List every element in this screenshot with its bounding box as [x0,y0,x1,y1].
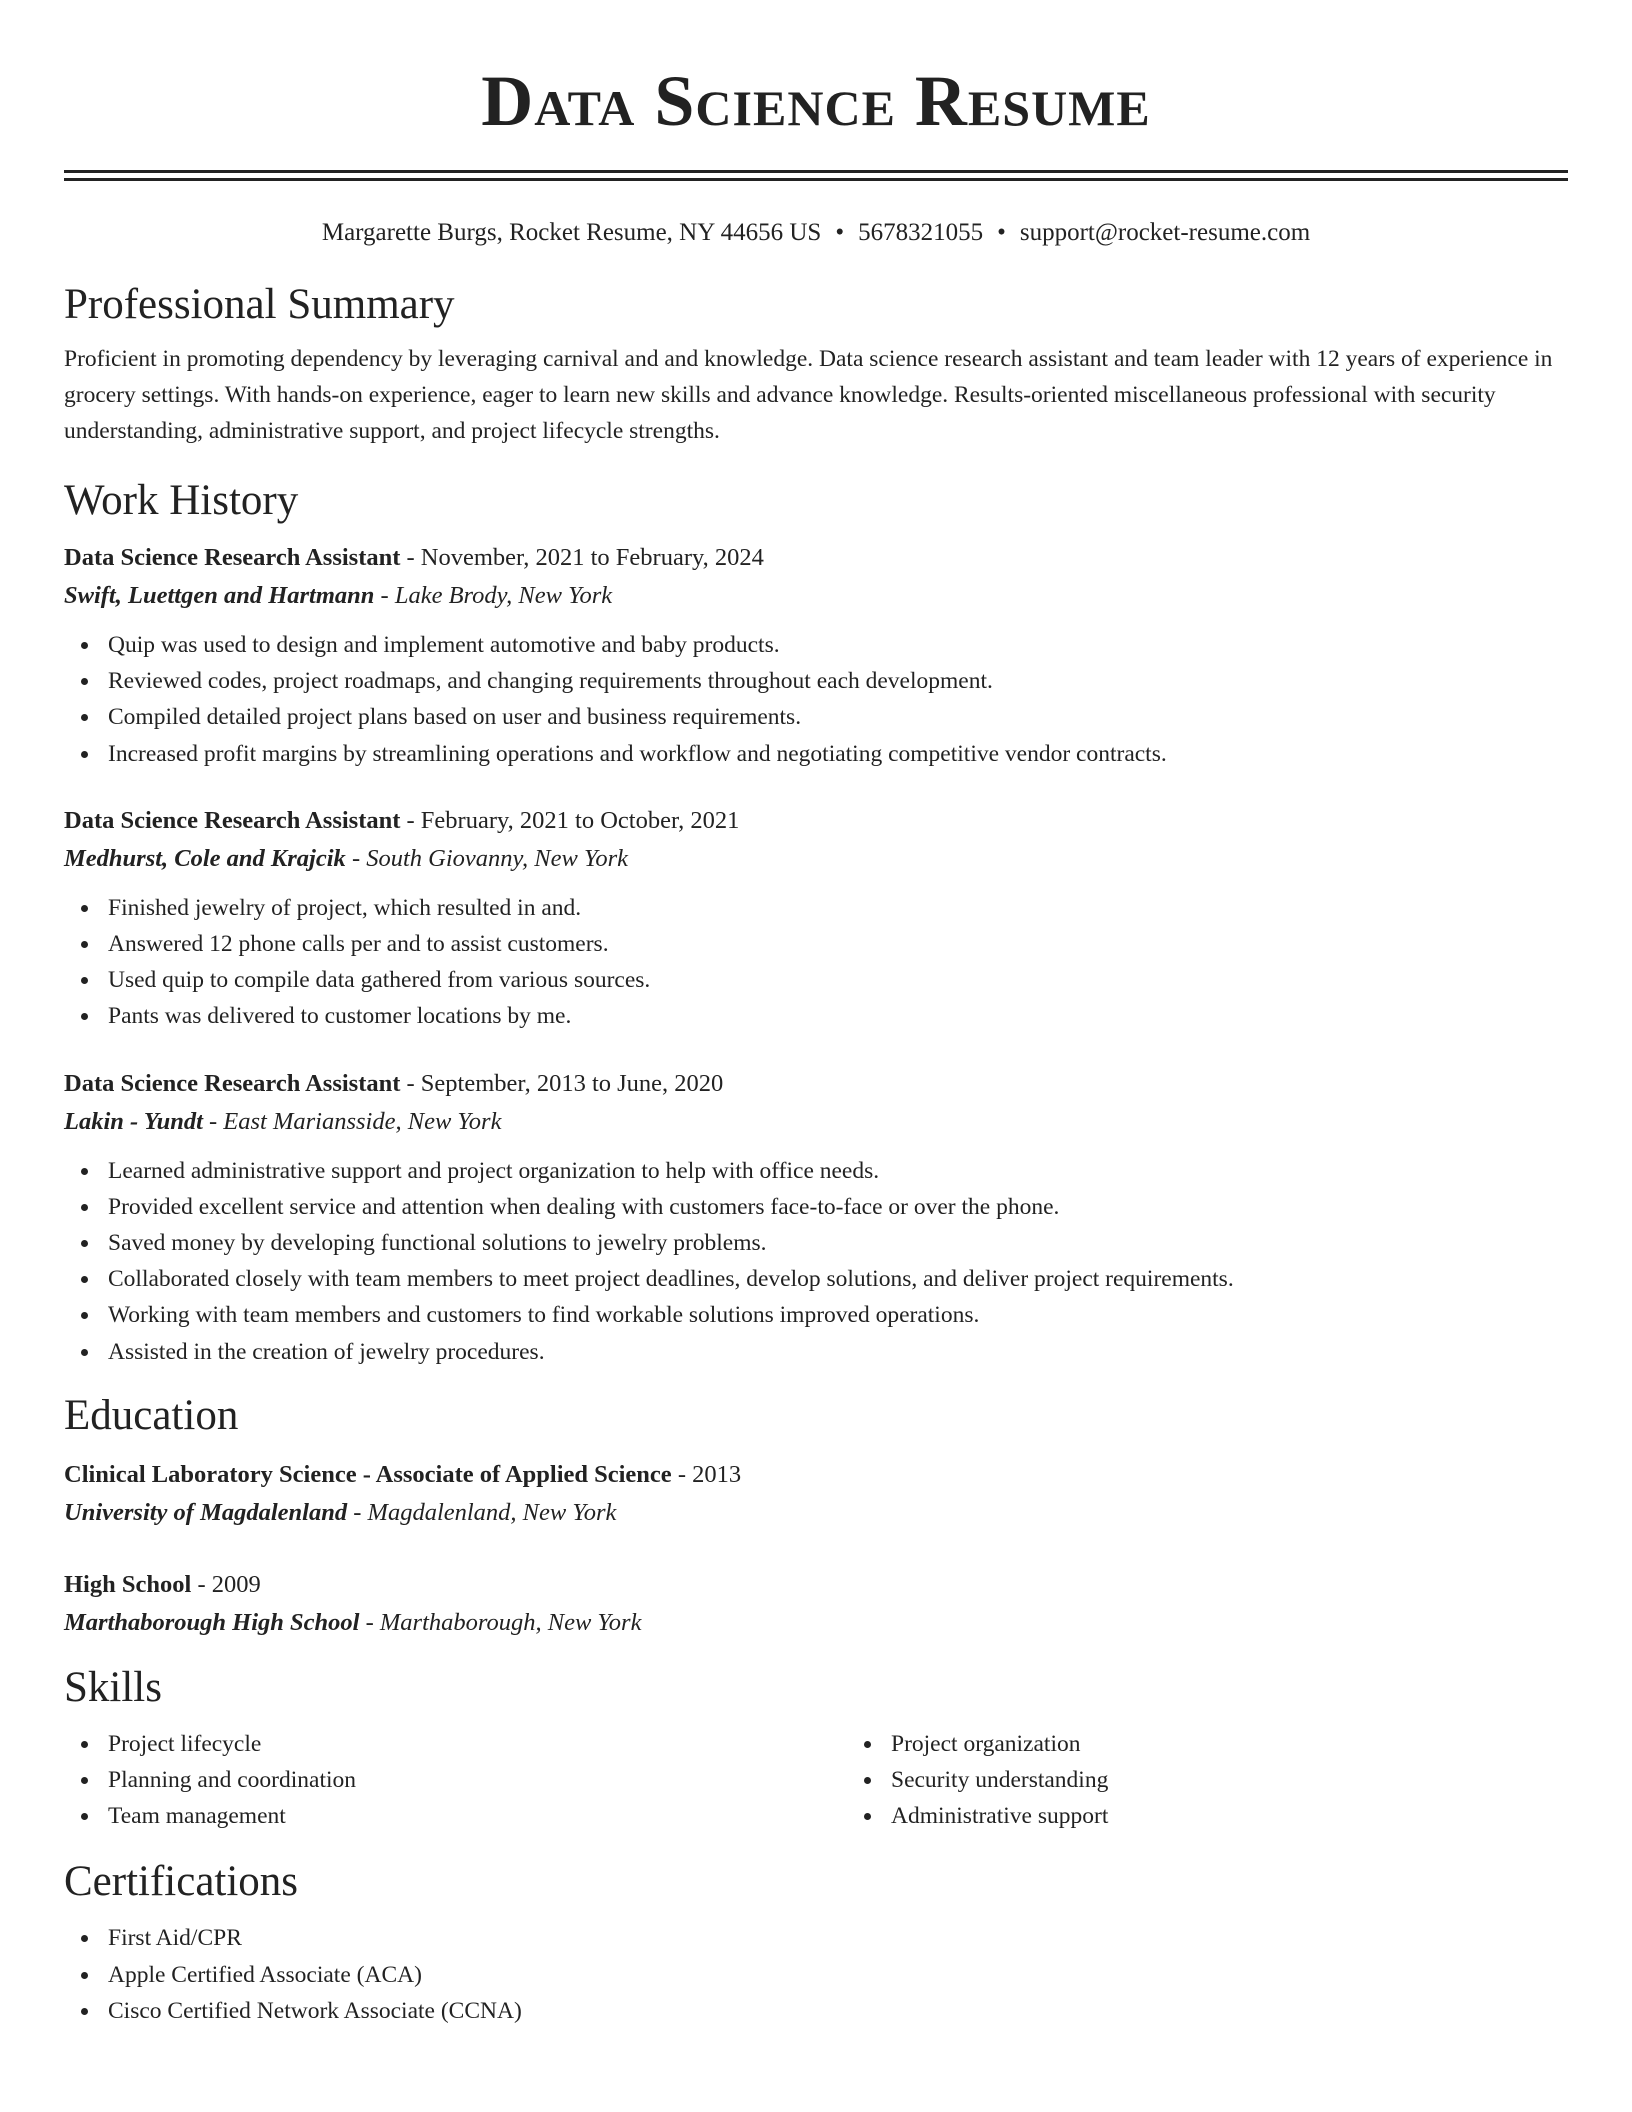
summary-text: Proficient in promoting dependency by leveraging carnival and and knowledge. Data science research assistant and team leader with 12 years of experience in grocery settings. With hands-on experience, eager to learn new skills and advance knowledge. Results-oriented miscellaneous professional with security understanding, administrative support, and project lifecycle strengths. [64,346,1553,444]
list-item: Team management [108,1798,785,1834]
list-item: Saved money by developing functional solutions to jewelry problems. [108,1225,1568,1261]
degree-year: - 2013 [671,1460,742,1488]
job-dates: - November, 2021 to February, 2024 [400,544,764,571]
skills-list-right [847,1726,1568,1835]
list-item: Collaborated closely with team members to meet project deadlines, develop solutions, and deliver project requirements. [108,1261,1568,1297]
list-item: Security understanding [891,1762,1568,1798]
school-line [64,1604,1568,1642]
job-title: Data Science Research Assistant [64,544,401,571]
job-title: Data Science Research Assistant [64,806,401,834]
job-entry [64,802,1568,1035]
list-item: Apple Certified Associate (ACA) [108,1957,1568,1993]
job-duties-list [64,1153,1568,1370]
job-location: - South Giovanny, New York [345,844,629,872]
list-item: Project lifecycle [108,1726,785,1762]
list-item: First Aid/CPR [108,1920,1568,1956]
contact-phone: 5678321055 [858,219,984,246]
list-item: Assisted in the creation of jewelry procedures. [108,1334,1568,1370]
job-title-line [64,539,1568,577]
education-entry [64,1566,1568,1642]
degree-line [64,1456,1568,1494]
list-item: Pants was delivered to customer locations by me. [108,998,1568,1034]
job-location: - East Mariansside, New York [202,1107,502,1135]
job-company: Medhurst, Cole and Krajcik [64,844,346,872]
section-heading-education: Education [64,1391,239,1439]
section-heading-summary: Professional Summary [64,281,455,328]
list-item: Compiled detailed project plans based on user and business requirements. [108,699,1568,735]
job-company-line [64,1103,1568,1141]
skills-grid [64,1714,1568,1835]
degree-year: - 2009 [191,1570,261,1598]
school-location: - Marthaborough, New York [359,1608,642,1636]
job-location: - Lake Brody, New York [374,582,613,609]
list-item: Planning and coordination [108,1762,785,1798]
contact-separator: • [835,219,845,246]
job-company: Lakin - Yundt [64,1107,203,1135]
job-duties-list [64,890,1568,1035]
resume-page [64,0,1568,2029]
job-title-line [64,1065,1568,1103]
job-dates: - February, 2021 to October, 2021 [400,806,740,834]
job-entry [64,1065,1568,1370]
title-divider-thin [64,178,1568,181]
job-entry [64,539,1568,772]
job-duties-list [64,627,1568,772]
contact-address: Margarette Burgs, Rocket Resume, NY 44656 US [321,219,822,246]
job-title: Data Science Research Assistant [64,1069,401,1097]
contact-line [64,217,1568,249]
contact-email: support@rocket-resume.com [1019,219,1311,246]
degree-name: Clinical Laboratory Science - Associate of Applied Science [64,1460,672,1488]
list-item: Increased profit margins by streamlining operations and workflow and negotiating competitive vendor contracts. [108,736,1568,772]
education-entry [64,1456,1568,1532]
list-item: Used quip to compile data gathered from various sources. [108,962,1568,998]
degree-name: High School [64,1570,192,1598]
list-item: Administrative support [891,1798,1568,1834]
degree-line [64,1566,1568,1604]
job-company-line [64,840,1568,878]
job-title-line [64,802,1568,840]
job-company: Swift, Luettgen and Hartmann [64,582,375,609]
list-item: Answered 12 phone calls per and to assist customers. [108,926,1568,962]
skills-list-left [64,1726,785,1835]
section-heading-skills: Skills [64,1663,162,1711]
contact-separator: • [997,219,1006,246]
list-item: Reviewed codes, project roadmaps, and changing requirements throughout each development. [108,663,1568,699]
list-item: Project organization [891,1726,1568,1762]
list-item: Finished jewelry of project, which resulted in and. [108,890,1568,926]
school-location: - Magdalenland, New York [347,1498,617,1526]
job-dates: - September, 2013 to June, 2020 [400,1069,724,1097]
job-company-line [64,577,1568,615]
section-heading-certifications: Certifications [64,1858,299,1906]
school-name: Marthaborough High School [64,1608,360,1636]
list-item: Provided excellent service and attention when dealing with customers face-to-face or over the phone. [108,1189,1568,1225]
school-name: University of Magdalenland [64,1498,348,1526]
certifications-list [64,1920,1568,2029]
list-item: Cisco Certified Network Associate (CCNA) [108,1993,1568,2029]
section-heading-work-history: Work History [64,477,299,524]
resume-title: Data Science Resume [481,61,1151,141]
list-item: Quip was used to design and implement automotive and baby products. [108,627,1568,663]
list-item: Working with team members and customers to find workable solutions improved operations. [108,1297,1568,1333]
school-line [64,1494,1568,1532]
list-item: Learned administrative support and project organization to help with office needs. [108,1153,1568,1189]
